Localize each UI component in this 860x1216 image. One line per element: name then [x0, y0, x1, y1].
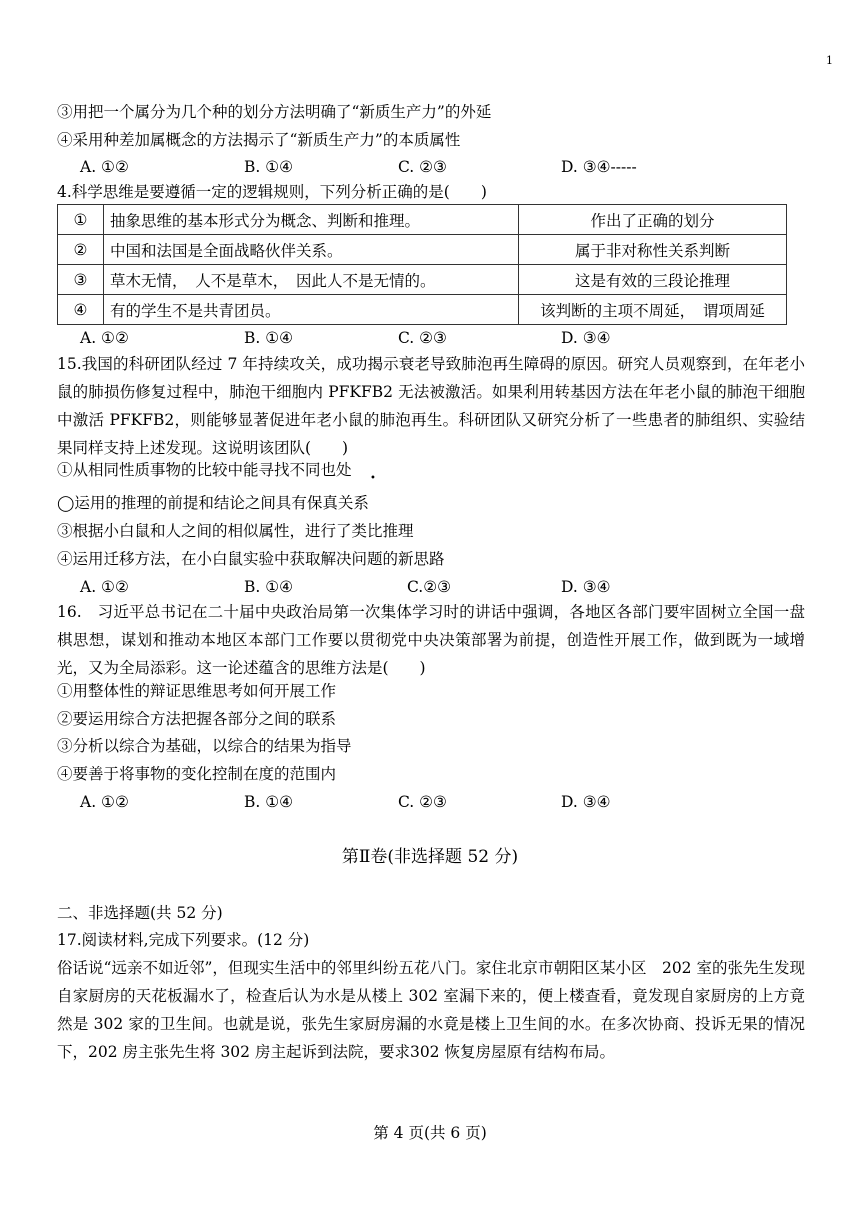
q17-material: 俗话说“远亲不如近邻”，但现实生活中的邻里纠纷五花八门。家住北京市朝阳区某小区 202 室的张先生发现自家厨房的天花板漏水了，检查后认为水是从楼上 302 室漏下来的，便上楼查看，竟发现自家厨房的上方竟然是 302 家的卫生间。也就是说，张先生家厨房漏的水竟是楼上卫生间的水。在多次协商、投诉无果的情况下，202 房主张先生将 302 房主起诉到法院，要求302 恢复房屋原有结构布局。: [57, 959, 805, 1061]
row-statement: 草木无情， 人不是草木， 因此人不是无情的。: [104, 265, 519, 295]
option-b: B. ①④: [244, 329, 294, 347]
q4-table: [57, 204, 787, 325]
row-analysis: 这是有效的三段论推理: [519, 265, 787, 295]
section-title: 第Ⅱ卷(非选择题 52 分): [341, 847, 519, 867]
q15-item-2: ◯运用的推理的前提和结论之间具有保真关系: [57, 494, 369, 512]
q16-item-3: ③分析以综合为基础，以综合的结果为指导: [57, 737, 352, 755]
table-row: [58, 205, 787, 235]
option-c: C. ②③: [398, 329, 447, 347]
row-statement: 抽象思维的基本形式分为概念、判断和推理。: [104, 205, 519, 235]
option-c: C.②③: [407, 578, 452, 596]
q4-stem: 4.科学思维是要遵循一定的逻辑规则，下列分析正确的是( ): [57, 183, 487, 201]
section-heading: 二、非选择题(共 52 分): [57, 904, 223, 922]
row-statement: 有的学生不是共青团员。: [104, 295, 519, 325]
table-row: [58, 295, 787, 325]
option-b: B. ①④: [244, 793, 294, 811]
option-c: C. ②③: [398, 793, 447, 811]
row-analysis: 该判断的主项不周延， 谓项周延: [519, 295, 787, 325]
option-a: A. ①②: [80, 158, 129, 176]
option-d: D. ③④: [561, 793, 611, 811]
q16-item-4: ④要善于将事物的变化控制在度的范围内: [57, 765, 337, 783]
q17-stem: 17.阅读材料,完成下列要求。(12 分): [57, 931, 310, 949]
q15-stem: 15.我国的科研团队经过 7 年持续攻关，成功揭示衰老导致肺泡再生障碍的原因。研究人员观察到，在年老小鼠的肺损伤修复过程中，肺泡干细胞内 PFKFB2 无法被激活。如果利用转基因方法在年老小鼠的肺泡干细胞中激活 PFKFB2，则能够显著促进年老小鼠的肺泡再生。科研团队又研究分析了一些患者的肺组织、实验结果同样支持上述发现。这说明该团队( ): [57, 355, 805, 457]
table-row: [58, 265, 787, 295]
row-number: ②: [58, 235, 104, 265]
q15-item-4: ④运用迁移方法，在小白鼠实验中获取解决问题的新思路: [57, 550, 445, 568]
option-a: A. ①②: [80, 578, 129, 596]
q3-item-4: ④采用种差加属概念的方法揭示了“新质生产力”的本质属性: [57, 131, 461, 149]
table-row: [58, 235, 787, 265]
option-d: D. ③④: [561, 329, 611, 347]
row-analysis: 属于非对称性关系判断: [519, 235, 787, 265]
row-number: ①: [58, 205, 104, 235]
q16-item-1: ①用整体性的辩证思维思考如何开展工作: [57, 682, 337, 700]
row-number: ④: [58, 295, 104, 325]
option-d: D. ③④: [561, 578, 611, 596]
option-d: D. ③④-----: [561, 158, 637, 176]
option-b: B. ①④: [244, 158, 294, 176]
row-number: ③: [58, 265, 104, 295]
page-number: 1: [826, 54, 833, 67]
option-a: A. ①②: [80, 793, 129, 811]
emphasis-dot: •: [370, 473, 376, 484]
row-statement: 中国和法国是全面战略伙伴关系。: [104, 235, 519, 265]
q15-item-3: ③根据小白鼠和人之间的相似属性，进行了类比推理: [57, 522, 414, 540]
row-analysis: 作出了正确的划分: [519, 205, 787, 235]
option-c: C. ②③: [398, 158, 447, 176]
q15-item-1: ①从相同性质事物的比较中能寻找不同也处: [57, 461, 352, 479]
q3-item-3: ③用把一个属分为几个种的划分方法明确了“新质生产力”的外延: [57, 103, 492, 121]
q16-stem: 16. 习近平总书记在二十届中央政治局第一次集体学习时的讲话中强调，各地区各部门要牢固树立全国一盘棋思想，谋划和推动本地区本部门工作要以贯彻党中央决策部署为前提，创造性开展工作，做到既为一域增光，又为全局添彩。这一论述蕴含的思维方法是( ): [57, 603, 805, 677]
q16-item-2: ②要运用综合方法把握各部分之间的联系: [57, 710, 337, 728]
option-b: B. ①④: [244, 578, 294, 596]
page-footer: 第 4 页(共 6 页): [373, 1124, 487, 1142]
option-a: A. ①②: [80, 329, 129, 347]
